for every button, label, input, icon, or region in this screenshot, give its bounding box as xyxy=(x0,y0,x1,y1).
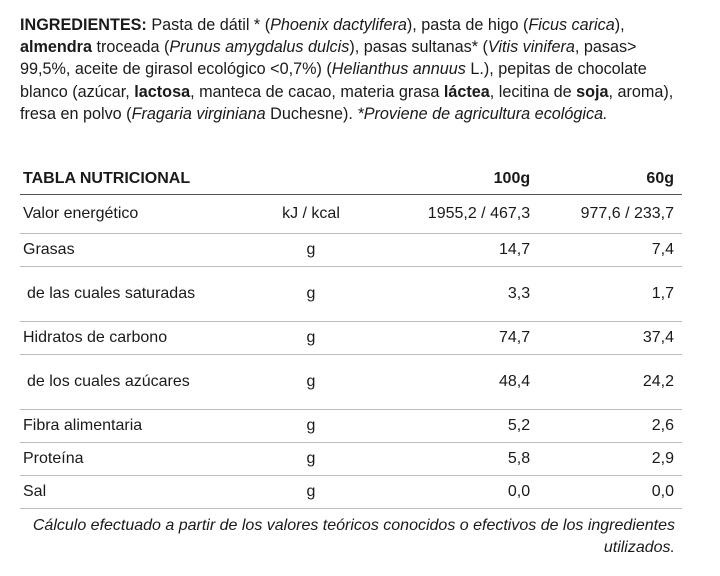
value-60g: 37,4 xyxy=(538,322,682,355)
value-60g: 977,6 / 233,7 xyxy=(538,195,682,234)
nutrient-label: Proteína xyxy=(20,443,243,476)
ingredients-latin-name: Vitis vinifera xyxy=(487,38,575,57)
nutrient-label: Sal xyxy=(20,476,243,509)
ingredients-latin-name: Prunus amygdalus dulcis xyxy=(169,38,350,57)
nutrient-label: Grasas xyxy=(20,234,243,267)
nutrient-label: de las cuales saturadas xyxy=(20,267,243,322)
nutrition-table xyxy=(20,164,682,509)
nutrient-unit: g xyxy=(243,234,382,267)
value-100g: 14,7 xyxy=(382,234,538,267)
ingredients-segment: ), pasas sultanas* ( xyxy=(349,38,488,57)
ingredients-segment: ), pasta de higo ( xyxy=(406,16,529,34)
value-60g: 24,2 xyxy=(538,355,682,410)
allergen-soja: soja xyxy=(576,82,609,101)
value-100g: 5,8 xyxy=(382,443,538,476)
nutrient-label: Hidratos de carbono xyxy=(20,322,243,355)
ingredients-segment: L.), pepitas de chocolate blanco (azúcar, xyxy=(20,60,647,101)
ingredients-segment: ), xyxy=(614,16,625,34)
organic-footnote: *Proviene de agricultura ecológica. xyxy=(357,104,608,123)
calculation-note: Cálculo efectuado a partir de los valores teóricos conocidos o efectivos de los ingredientes utilizados. xyxy=(32,517,675,556)
ingredients-latin-name: Phoenix dactylifera xyxy=(270,16,407,34)
table-title: TABLA NUTRICIONAL xyxy=(20,164,243,195)
nutrient-unit: g xyxy=(243,267,382,322)
table-row xyxy=(20,234,682,267)
value-100g: 48,4 xyxy=(382,355,538,410)
nutrient-label: Valor energético xyxy=(20,195,243,234)
nutrient-unit: g xyxy=(243,355,382,410)
nutrient-unit: g xyxy=(243,443,382,476)
ingredients-latin-name: Fragaria virginiana xyxy=(131,104,266,123)
unit-header xyxy=(243,164,382,195)
ingredients-latin-name: Ficus carica xyxy=(528,16,615,34)
ingredients-segment: Pasta de dátil * ( xyxy=(146,16,271,34)
ingredients-segment: , manteca de cacao, materia grasa xyxy=(190,82,444,101)
ingredients-segment: troceada ( xyxy=(91,38,170,57)
value-100g: 1955,2 / 467,3 xyxy=(382,195,538,234)
value-100g: 3,3 xyxy=(382,267,538,322)
per-100g-header: 100g xyxy=(382,164,538,195)
allergen-lactosa: lactosa xyxy=(134,82,191,101)
value-100g: 0,0 xyxy=(382,476,538,509)
value-100g: 74,7 xyxy=(382,322,538,355)
ingredients-segment: , aroma), fresa en polvo ( xyxy=(20,82,674,123)
nutrition-table-header xyxy=(20,164,682,195)
table-row xyxy=(20,322,682,355)
nutrient-unit: g xyxy=(243,322,382,355)
ingredients-latin-name: Helianthus annuus xyxy=(331,60,466,79)
value-60g: 0,0 xyxy=(538,476,682,509)
value-60g: 2,6 xyxy=(538,410,682,443)
ingredients-segment: , pasas> 99,5%, aceite de girasol ecológico <0,7%) ( xyxy=(20,38,637,79)
allergen-almendra: almendra xyxy=(20,38,92,57)
nutrient-label: de los cuales azúcares xyxy=(20,355,243,410)
value-100g: 5,2 xyxy=(382,410,538,443)
nutrient-label: Fibra alimentaria xyxy=(20,410,243,443)
allergen-lactea: láctea xyxy=(443,82,490,101)
table-row xyxy=(20,476,682,509)
value-60g: 1,7 xyxy=(538,267,682,322)
table-row xyxy=(20,267,682,322)
ingredients-heading: INGREDIENTES: xyxy=(20,16,147,34)
nutrient-unit: kJ / kcal xyxy=(243,195,382,234)
ingredients-segment: Duchesne). xyxy=(265,104,358,123)
table-row xyxy=(20,443,682,476)
nutrient-unit: g xyxy=(243,476,382,509)
per-60g-header: 60g xyxy=(538,164,682,195)
ingredients-text xyxy=(20,14,690,125)
table-row xyxy=(20,355,682,410)
table-row xyxy=(20,410,682,443)
nutrient-unit: g xyxy=(243,410,382,443)
value-60g: 2,9 xyxy=(538,443,682,476)
ingredients-segment: , lecitina de xyxy=(489,82,577,101)
value-60g: 7,4 xyxy=(538,234,682,267)
table-row xyxy=(20,195,682,234)
